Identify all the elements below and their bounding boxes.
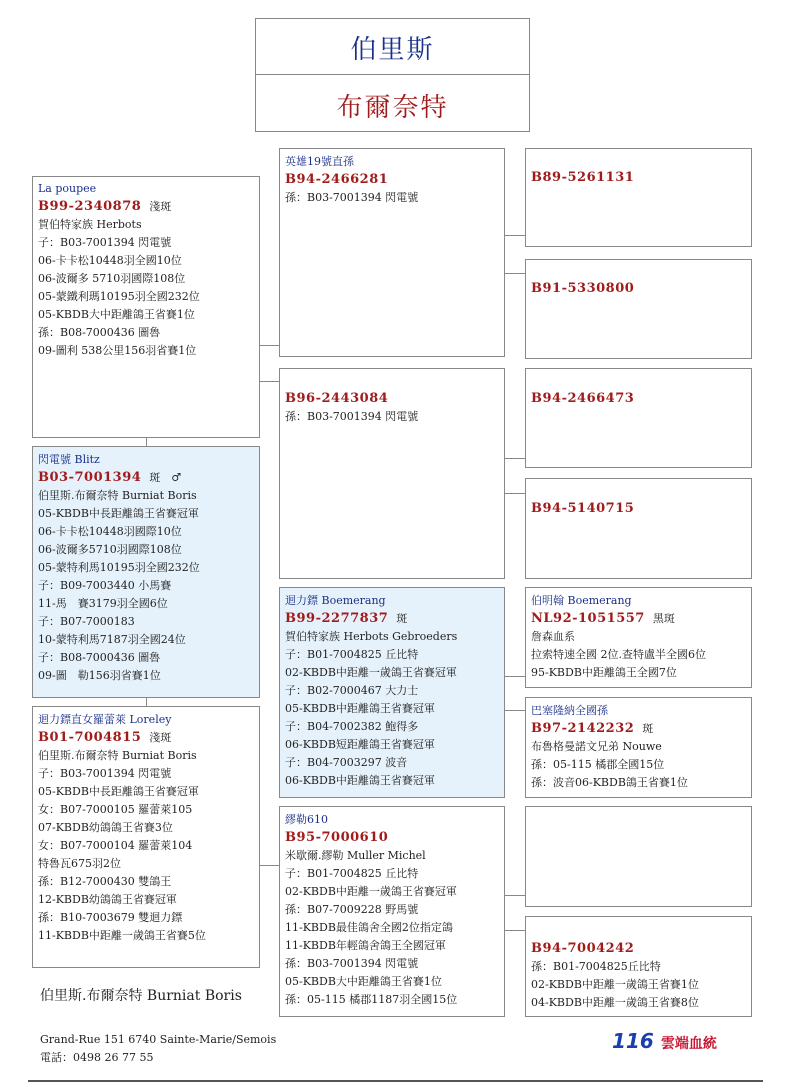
connector: [259, 865, 280, 866]
dam-line: 05-KBDB中長距離鴿王省賽冠軍: [38, 785, 199, 798]
dam-ring: B01-7004815: [38, 730, 142, 745]
connector: [504, 273, 525, 274]
ggp-2-card: [525, 259, 752, 359]
ggp-8-line: 04-KBDB中距離一歲鴿王省賽8位: [531, 996, 699, 1009]
footer-address: Grand-Rue 151 6740 Sainte-Marie/Semois: [40, 1033, 277, 1046]
dam-dam-line: 孫：B03-7001394 閃電號: [285, 957, 419, 970]
ggp-5-line: 95-KBDB中距離鴿王全國7位: [531, 666, 677, 679]
footer-rule: [28, 1080, 763, 1082]
sire-sire-title: 英雄19號直孫: [285, 155, 354, 168]
ggp-5-line: 詹森血系: [531, 630, 575, 643]
ggp-6-line: 孫：波音06-KBDB鴿王省賽1位: [531, 776, 688, 789]
dam-sire-line: 子：B04-7002382 鮑得多: [285, 720, 419, 733]
logo-number: 116: [612, 1029, 654, 1053]
bird-line: 05-蒙特利馬10195羽全國232位: [38, 561, 200, 574]
dam-dam-line: 05-KBDB大中距離鴿王省賽1位: [285, 975, 442, 988]
ggp-8-ring: B94-7004242: [531, 941, 635, 956]
dam-sire-ring-row: [285, 609, 499, 628]
bird-line: 子：B08-7000436 圖魯: [38, 651, 161, 664]
title-divider: [256, 74, 529, 75]
connector: [146, 437, 147, 446]
sire-ring: B99-2340878: [38, 199, 142, 214]
ggp-7-card: [525, 806, 752, 907]
connector: [504, 676, 525, 677]
dam-sire-color: 斑: [396, 612, 408, 625]
dam-sire-title: 迴力鏢 Boemerang: [285, 594, 386, 607]
dam-dam-line: 孫：B07-7009228 野馬號: [285, 903, 419, 916]
connector: [259, 381, 280, 382]
ggp-6-line: 孫：05-115 橘郡全國15位: [531, 758, 665, 771]
dam-sire-line: 子：B01-7004825 丘比特: [285, 648, 419, 661]
connector: [504, 710, 525, 711]
ggp-3-ring: B94-2466473: [531, 391, 635, 406]
bird-line: 11-馬 賽3179羽全國6位: [38, 597, 168, 610]
dam-sire-line: 賀伯特家族 Herbots Gebroeders: [285, 630, 458, 643]
dam-line: 女：B07-7000104 羅蕾萊104: [38, 839, 193, 852]
sire-line: 孫：B08-7000436 圖魯: [38, 326, 161, 339]
breeder-name-line2: 布爾奈特: [336, 93, 449, 123]
ggp-8-card: [525, 916, 752, 1017]
bird-line: 子：B07-7000183: [38, 615, 135, 628]
dam-dam-line: 11-KBDB最佳鴿舍全國2位指定鴿: [285, 921, 453, 934]
connector: [504, 235, 525, 236]
sire-title: La poupee: [38, 182, 97, 195]
connector: [504, 458, 525, 459]
sire-line: 子：B03-7001394 閃電號: [38, 236, 172, 249]
dam-ring-row: [38, 728, 254, 747]
bird-line: 10-蒙特利馬7187羽全國24位: [38, 633, 186, 646]
sire-line: 09-圖利 538公里156羽省賽1位: [38, 344, 197, 357]
bird-line: 子：B09-7003440 小馬賽: [38, 579, 172, 592]
dam-dam-line: 米歇爾.繆勒 Muller Michel: [285, 849, 426, 862]
ggp-5-line: 拉索特速全國 2位.查特盧半全國6位: [531, 648, 706, 661]
ggp-8-line: 02-KBDB中距離一歲鴿王省賽1位: [531, 978, 699, 991]
bird-line: 06-波爾多5710羽國際108位: [38, 543, 182, 556]
title-box: [255, 18, 530, 132]
dam-line: 孫：B10-7003679 雙迴力鏢: [38, 911, 183, 924]
sire-color: 淺斑: [149, 200, 172, 213]
bird-line: 05-KBDB中長距離鴿王省賽冠軍: [38, 507, 199, 520]
dam-dam-title: 繆勒610: [285, 813, 328, 826]
ggp-4-ring: B94-5140715: [531, 501, 635, 516]
breeder-name-line1: 伯里斯: [350, 35, 435, 65]
sire-line: 賀伯特家族 Herbots: [38, 218, 142, 231]
sire-line: 06-波爾多 5710羽國際108位: [38, 272, 186, 285]
bird-line: 06-卡卡松10448羽國際10位: [38, 525, 182, 538]
connector: [146, 697, 147, 706]
ggp-5-ring: NL92-1051557: [531, 611, 645, 626]
dam-sire-line: 02-KBDB中距離一歲鴿王省賽冠軍: [285, 666, 457, 679]
ggp-5-color: 黑斑: [652, 612, 675, 625]
dam-line: 11-KBDB中距離一歲鴿王省賽5位: [38, 929, 206, 942]
dam-sire-ring: B99-2277837: [285, 611, 389, 626]
sire-line: 05-蒙鐵利瑪10195羽全國232位: [38, 290, 200, 303]
dam-dam-line: 02-KBDB中距離一歲鴿王省賽冠軍: [285, 885, 457, 898]
bird-ring-row: [38, 468, 254, 487]
dam-sire-line: 子：B04-7003297 波音: [285, 756, 408, 769]
dam-dam-ring: B95-7000610: [285, 830, 389, 845]
bird-color-sex: 斑 ♂: [149, 471, 182, 484]
bird-title: 閃電號 Blitz: [38, 453, 100, 466]
ggp-6-ring-row: [531, 719, 746, 738]
dam-line: 07-KBDB幼鴿鴿王省賽3位: [38, 821, 173, 834]
connector: [259, 345, 280, 346]
dam-sire-line: 子：B02-7000467 大力士: [285, 684, 419, 697]
sire-line: 06-卡卡松10448羽全國10位: [38, 254, 182, 267]
ggp-1-ring: B89-5261131: [531, 170, 635, 185]
bird-line: 09-圖 勒156羽省賽1位: [38, 669, 161, 682]
logo: [612, 1029, 722, 1057]
dam-line: 子：B03-7001394 閃電號: [38, 767, 172, 780]
ggp-5-card: [525, 587, 752, 688]
logo-text: 雲端血統: [660, 1036, 717, 1052]
connector: [504, 930, 525, 931]
sire-dam-card: [279, 368, 505, 579]
ggp-6-ring: B97-2142232: [531, 721, 635, 736]
bird-line: 伯里斯.布爾奈特 Burniat Boris: [38, 489, 197, 502]
sire-dam-line: 孫：B03-7001394 閃電號: [285, 410, 419, 423]
dam-color: 淺斑: [149, 731, 172, 744]
ggp-6-title: 巴塞隆納全國孫: [531, 704, 608, 717]
dam-card: [32, 706, 260, 968]
sire-card: [32, 176, 260, 438]
dam-sire-card: [279, 587, 505, 798]
footer-phone: 電話：0498 26 77 55: [40, 1051, 154, 1064]
ggp-2-ring: B91-5330800: [531, 281, 635, 296]
bird-ring: B03-7001394: [38, 470, 142, 485]
bird-card: [32, 446, 260, 698]
connector: [504, 895, 525, 896]
dam-sire-line: 06-KBDB中距離鴿王省賽冠軍: [285, 774, 435, 787]
dam-line: 孫：B12-7000430 雙鴿王: [38, 875, 172, 888]
sire-sire-ring: B94-2466281: [285, 172, 389, 187]
dam-title: 迴力鏢直女羅蕾萊 Loreley: [38, 713, 172, 726]
sire-line: 05-KBDB大中距離鴿王省賽1位: [38, 308, 195, 321]
dam-sire-line: 06-KBDB短距離鴿王省賽冠軍: [285, 738, 435, 751]
dam-line: 12-KBDB幼鴿鴿王省賽冠軍: [38, 893, 177, 906]
ggp-1-card: [525, 148, 752, 247]
ggp-3-card: [525, 368, 752, 468]
sire-ring-row: [38, 197, 254, 216]
ggp-5-title: 伯明翰 Boemerang: [531, 594, 632, 607]
dam-sire-line: 05-KBDB中距離鴿王省賽冠軍: [285, 702, 435, 715]
footer-breeder-name: 伯里斯.布爾奈特 Burniat Boris: [40, 988, 242, 1004]
dam-dam-line: 子：B01-7004825 丘比特: [285, 867, 419, 880]
dam-line: 女：B07-7000105 羅蕾萊105: [38, 803, 193, 816]
sire-dam-ring: B96-2443084: [285, 391, 389, 406]
ggp-6-color: 斑: [642, 722, 654, 735]
dam-line: 伯里斯.布爾奈特 Burniat Boris: [38, 749, 197, 762]
ggp-8-line: 孫：B01-7004825丘比特: [531, 960, 661, 973]
dam-dam-line: 孫：05-115 橘郡1187羽全國15位: [285, 993, 458, 1006]
connector: [504, 493, 525, 494]
sire-sire-line: 孫：B03-7001394 閃電號: [285, 191, 419, 204]
ggp-6-line: 布魯格曼諾文兄弟 Nouwe: [531, 740, 662, 753]
ggp-5-ring-row: [531, 609, 746, 628]
dam-dam-card: [279, 806, 505, 1017]
sire-sire-card: [279, 148, 505, 357]
ggp-4-card: [525, 478, 752, 579]
ggp-6-card: [525, 697, 752, 798]
dam-line: 特魯瓦675羽2位: [38, 857, 121, 870]
dam-dam-line: 11-KBDB年輕鴿舍鴿王全國冠軍: [285, 939, 446, 952]
